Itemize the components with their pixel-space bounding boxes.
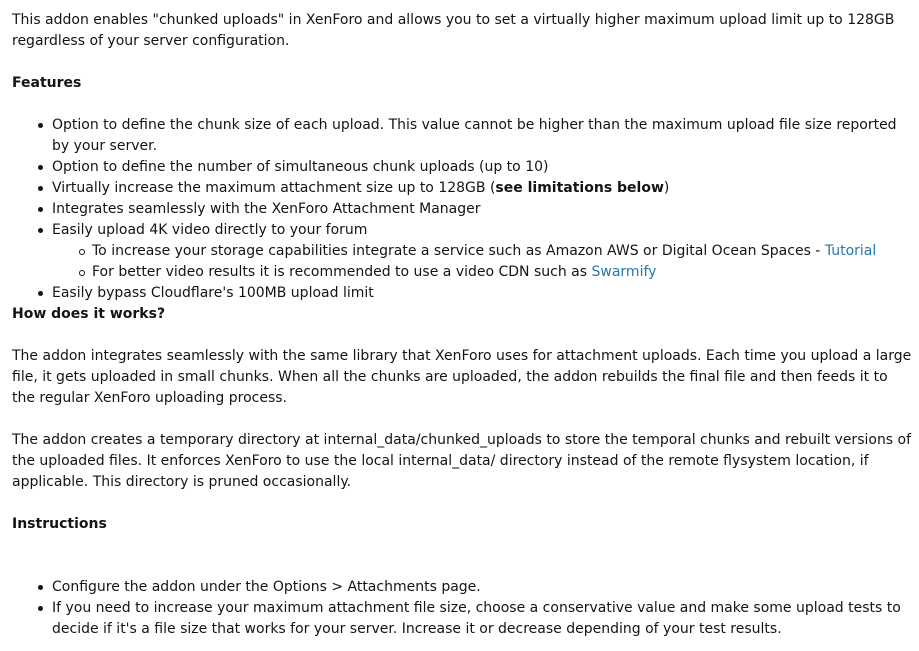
list-item: If you need to increase your maximum attachment file size, choose a conservative value and make some upload tests to decide if it's a file size that works for your server. Increase it or decrease depending of your test results. bbox=[52, 598, 915, 640]
list-item: Configure the addon under the Options > Attachments page. bbox=[52, 577, 915, 598]
video-sublist bbox=[52, 241, 915, 283]
how-it-works-heading: How does it works? bbox=[12, 306, 166, 322]
features-list bbox=[12, 115, 915, 304]
sublist-item: To increase your storage capabilities integrate a service such as Amazon AWS or Digital Ocean Spaces - Tutorial bbox=[92, 241, 915, 262]
sublist-item: For better video results it is recommended to use a video CDN such as Swarmify bbox=[92, 262, 915, 283]
instructions-heading: Instructions bbox=[12, 516, 107, 532]
how-paragraph-1: The addon integrates seamlessly with the same library that XenForo uses for attachment uploads. Each time you upload a large file, it gets uploaded in small chunks. When all the chunks are uploaded, the addon rebuilds the final file and then feeds it to the regular XenForo uploading process. bbox=[12, 348, 912, 406]
how-paragraph-2: The addon creates a temporary directory at internal_data/chunked_uploads to store the temporal chunks and rebuilt versions of the uploaded files. It enforces XenForo to use the local internal_data/ directory instead of the remote flysystem location, if applicable. This directory is pruned occasionally. bbox=[12, 432, 912, 490]
list-item: Option to define the chunk size of each upload. This value cannot be higher than the maximum upload file size reported by your server. bbox=[52, 115, 915, 157]
tutorial-link[interactable]: Tutorial bbox=[824, 243, 877, 259]
intro-paragraph: This addon enables "chunked uploads" in XenForo and allows you to set a virtually higher maximum upload limit up to 128GB regardless of your server configuration. bbox=[12, 12, 895, 49]
list-item: Integrates seamlessly with the XenForo Attachment Manager bbox=[52, 199, 915, 220]
list-item: Virtually increase the maximum attachment size up to 128GB (see limitations below) bbox=[52, 178, 915, 199]
addon-description bbox=[12, 10, 915, 640]
instructions-list bbox=[12, 577, 915, 640]
limitations-emphasis: see limitations below bbox=[495, 180, 664, 196]
swarmify-link[interactable]: Swarmify bbox=[591, 264, 657, 280]
features-heading: Features bbox=[12, 75, 82, 91]
list-item: Easily bypass Cloudflare's 100MB upload limit bbox=[52, 283, 915, 304]
list-item: Easily upload 4K video directly to your forum To increase your storage capabilities integrate a service such as Amazon AWS or Digital Ocean Spaces - Tutorial For better video results it is recommended to use a video CDN such as Swarmify bbox=[52, 220, 915, 283]
list-item: Option to define the number of simultaneous chunk uploads (up to 10) bbox=[52, 157, 915, 178]
